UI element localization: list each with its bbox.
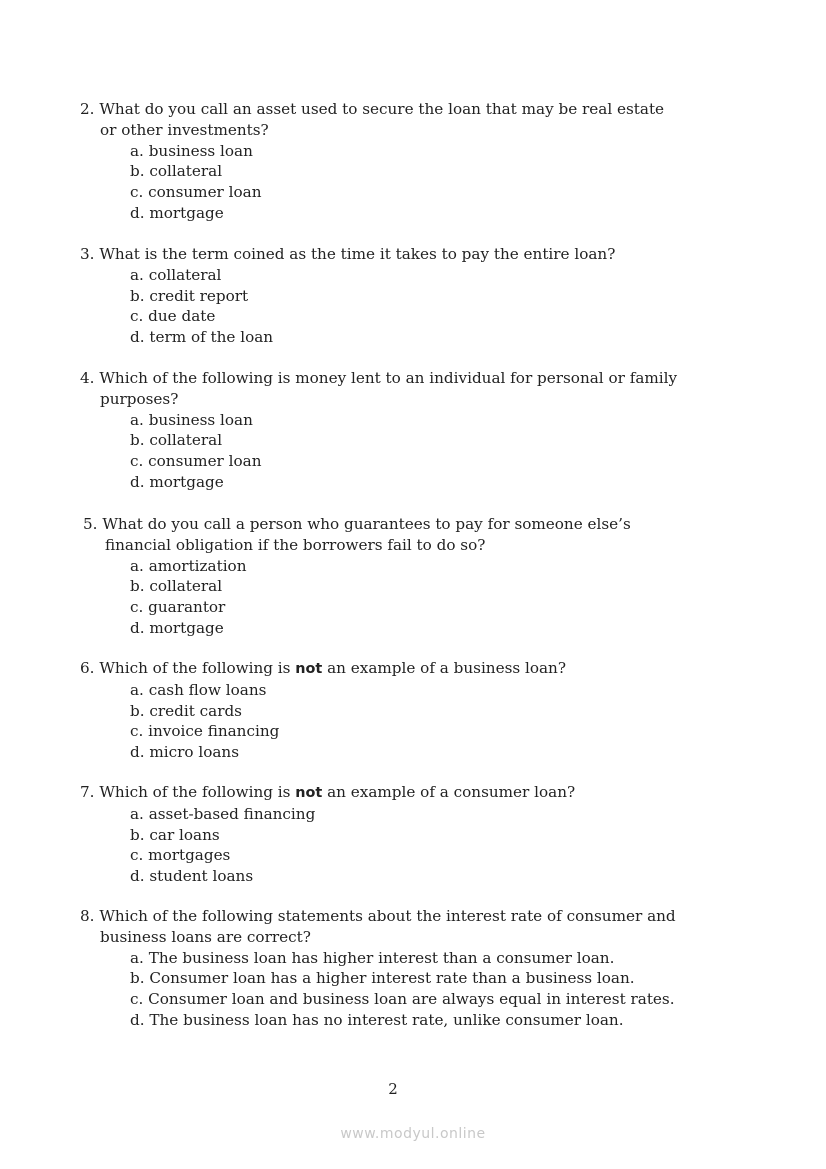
- watermark: www.modyul.online: [340, 1126, 486, 1142]
- question-stem: [80, 782, 700, 804]
- options-list: [80, 680, 700, 763]
- options-list: [83, 556, 703, 639]
- option-d: d. mortgage: [130, 203, 224, 222]
- question-stem: 8. Which of the following statements about the interest rate of consumer and: [80, 907, 676, 925]
- question-stem-cont: business loans are correct?: [100, 927, 311, 946]
- page-number: 2: [388, 1080, 398, 1098]
- question-3: [80, 244, 700, 348]
- question-5: [83, 514, 703, 639]
- option-b: b. collateral: [130, 577, 223, 596]
- question-stem-cont: financial obligation if the borrowers fail to do so?: [105, 535, 486, 554]
- question-2: [80, 99, 700, 224]
- option-c: c. guarantor: [130, 598, 226, 617]
- option-d: d. The business loan has no interest rate, unlike consumer loan.: [130, 1010, 624, 1029]
- question-stem: 4. Which of the following is money lent to an individual for personal or family: [80, 369, 678, 387]
- question-4: [80, 368, 700, 493]
- option-b: b. car loans: [130, 825, 220, 844]
- option-d: d. term of the loan: [130, 328, 274, 347]
- stem-pre: 6. Which of the following is: [80, 659, 291, 677]
- option-c: c. due date: [130, 307, 216, 326]
- option-c: c. mortgages: [130, 846, 231, 865]
- question-stem: 3. What is the term coined as the time it takes to pay the entire loan?: [80, 245, 616, 263]
- option-a: a. asset-based financing: [130, 804, 316, 823]
- option-d: d. micro loans: [130, 743, 240, 762]
- option-c: c. invoice financing: [130, 722, 280, 741]
- stem-emphasis: not: [295, 661, 323, 677]
- question-6: [80, 658, 700, 763]
- options-list: [80, 804, 700, 887]
- option-d: d. mortgage: [130, 618, 224, 637]
- option-b: b. credit cards: [130, 701, 242, 720]
- question-stem: [80, 658, 700, 680]
- option-d: d. mortgage: [130, 472, 224, 491]
- option-b: b. collateral: [130, 431, 223, 450]
- option-a: a. cash flow loans: [130, 680, 267, 699]
- stem-pre: 7. Which of the following is: [80, 783, 291, 801]
- option-a: a. The business loan has higher interest than a consumer loan.: [130, 948, 615, 967]
- options-list: [80, 141, 700, 224]
- option-b: b. Consumer loan has a higher interest rate than a business loan.: [130, 969, 635, 988]
- options-list: [80, 948, 700, 1031]
- option-d: d. student loans: [130, 867, 254, 886]
- question-7: [80, 782, 700, 887]
- options-list: [80, 410, 700, 493]
- option-c: c. consumer loan: [130, 452, 262, 471]
- option-b: b. collateral: [130, 162, 223, 181]
- option-a: a. business loan: [130, 141, 253, 160]
- option-a: a. collateral: [130, 265, 222, 284]
- question-stem-cont: purposes?: [100, 389, 179, 408]
- option-c: c. consumer loan: [130, 183, 262, 202]
- options-list: [80, 265, 700, 348]
- stem-post: an example of a business loan?: [327, 659, 566, 677]
- question-stem: 5. What do you call a person who guarantees to pay for someone else’s: [83, 515, 631, 533]
- stem-post: an example of a consumer loan?: [327, 783, 576, 801]
- question-stem: 2. What do you call an asset used to secure the loan that may be real estate: [80, 100, 665, 118]
- option-a: a. amortization: [130, 556, 247, 575]
- question-stem-cont: or other investments?: [100, 120, 269, 139]
- stem-emphasis: not: [295, 785, 323, 801]
- question-8: [80, 906, 700, 1031]
- option-b: b. credit report: [130, 286, 249, 305]
- option-a: a. business loan: [130, 410, 253, 429]
- option-c: c. Consumer loan and business loan are always equal in interest rates.: [130, 990, 675, 1009]
